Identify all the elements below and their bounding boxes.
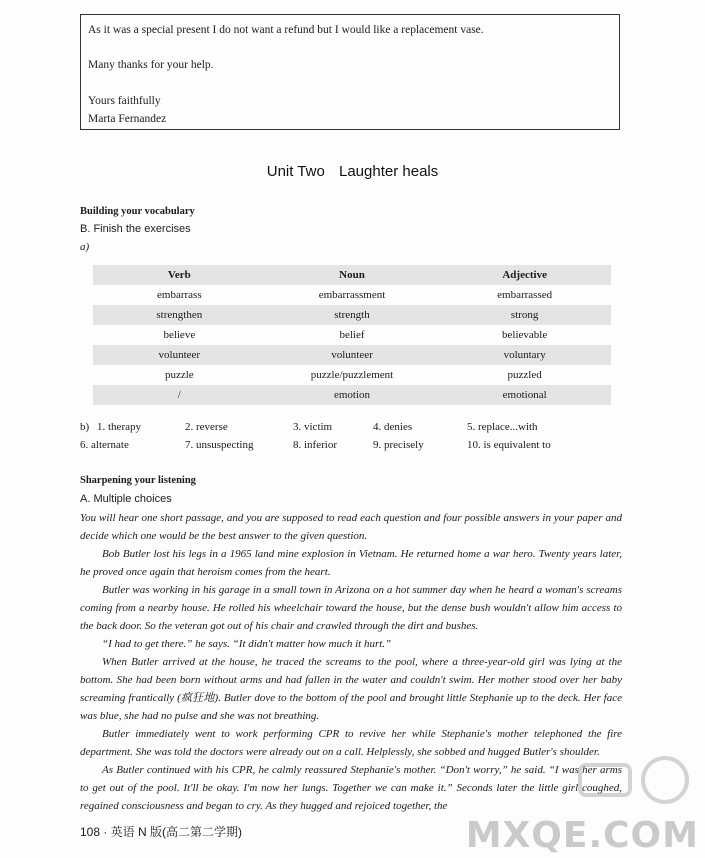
instruction-paragraph: You will hear one short passage, and you are supposed to read each question and four possible answers in your paper and decide which one would be the best answer to the given question. [80, 512, 622, 542]
table-cell: volunteer [331, 349, 373, 361]
table-cell: belief [339, 329, 365, 341]
passage-paragraph: “I had to get there.” he says. “It didn't matter how much it hurt.” [102, 638, 392, 650]
table-row [93, 385, 611, 405]
table-row [93, 325, 611, 345]
passage-paragraph: As Butler continued with his CPR, he calmly reassured Stephanie's mother. “Don't worry,” he said. “I was her arms to get out of the pool. It'll be okay. I'm now her lungs. Together we can make it.” Seconds later the little girl coughed, regained consciousness and began to cry. As they hugged and rejoiced together, the [80, 764, 622, 812]
table-header-row [93, 265, 611, 285]
table-cell: puzzle [164, 369, 194, 381]
table-cell: voluntary [503, 349, 546, 361]
answer-item: 8. inferior [293, 439, 337, 451]
table-cell: puzzled [507, 369, 542, 381]
unit-title [0, 163, 705, 180]
table-cell: embarrassment [318, 289, 386, 301]
watermark-logo-icon [560, 755, 700, 815]
passage-paragraph: Butler was working in his garage in a small town in Arizona on a hot summer day when he heard a woman's screams coming from a nearby house. He rolled his wheelchair toward the house, but the dense bush wouldn't allow him access to the back door. So the veteran got out of his chair and crawled through the dirt and bushes. [80, 584, 622, 632]
table-row [93, 365, 611, 385]
unit-number: Unit Two [266, 163, 325, 180]
table-row [93, 345, 611, 365]
table-cell: embarrassed [497, 289, 553, 301]
table-cell: strengthen [156, 309, 203, 321]
listening-passage [80, 509, 622, 815]
letter-signature: Marta Fernandez [88, 113, 167, 125]
answer-item: 7. unsuspecting [185, 439, 254, 451]
letter-line: As it was a special present I do not want a refund but I would like a replacement vase. [88, 24, 484, 36]
vocab-heading: Building your vocabulary [80, 206, 195, 217]
listening-heading: Sharpening your listening [80, 475, 196, 486]
table-cell: embarrass [157, 289, 202, 301]
word-forms-table [93, 265, 611, 405]
passage-paragraph: When Butler arrived at the house, he traced the screams to the pool, where a three-year-old girl was lying at the bottom. She had been born without arms and had fallen in the water and couldn't swim. Her mother stood over her baby screaming frantically (疯狂地). Butler dove to the bottom of the pool and brought little Stephanie up to the deck. Her face was blue, she had no pulse and she was not breathing. [80, 656, 622, 722]
vocab-subheading: B. Finish the exercises [80, 223, 191, 235]
table-cell: emotional [502, 389, 547, 401]
table-cell: volunteer [158, 349, 201, 361]
passage-paragraph: Bob Butler lost his legs in a 1965 land mine explosion in Vietnam. He returned home a war hero. Twenty years later, he proved once again that heroism comes from the heart. [80, 548, 622, 578]
answer-item: 6. alternate [80, 439, 129, 451]
table-cell: emotion [333, 389, 371, 401]
letter-line: Many thanks for your help. [88, 59, 214, 71]
letter-signoff: Yours faithfully [88, 95, 161, 107]
table-row [93, 285, 611, 305]
answer-item: 5. replace...with [467, 421, 538, 433]
table-cell: puzzle/puzzlement [310, 369, 394, 381]
table-cell: strong [510, 309, 539, 321]
passage-paragraph: Butler immediately went to work performing CPR to revive her while Stephanie's mother telephoned the fire department. She was told the doctors were already out on a call. Helplessly, she sobbed and hugged Butler's shoulder. [80, 728, 622, 758]
answer-item: 9. precisely [373, 439, 424, 451]
column-header-verb: Verb [167, 269, 191, 281]
answer-item: 10. is equivalent to [467, 439, 551, 451]
part-b-label: b) [80, 421, 90, 433]
unit-subtitle: Laughter heals [339, 163, 439, 180]
answer-item: 1. therapy [97, 421, 141, 433]
watermark-text: MXQE.COM [465, 815, 699, 856]
table-cell: strength [334, 309, 370, 321]
table-cell: / [177, 389, 181, 401]
column-header-adjective: Adjective [502, 269, 547, 281]
column-header-noun: Noun [339, 269, 365, 281]
answers-row [80, 439, 640, 455]
page-footer: 108 · 英语 N 版(高二第二学期) [80, 825, 243, 839]
table-cell: believe [163, 329, 196, 341]
answers-row [80, 421, 640, 437]
table-cell: believable [502, 329, 548, 341]
table-row [93, 305, 611, 325]
answer-item: 3. victim [293, 421, 333, 433]
listening-subheading: A. Multiple choices [80, 493, 172, 505]
answer-item: 2. reverse [185, 421, 228, 433]
answer-item: 4. denies [373, 421, 413, 433]
letter-closing-box [80, 14, 620, 130]
part-a-label: a) [80, 241, 90, 253]
